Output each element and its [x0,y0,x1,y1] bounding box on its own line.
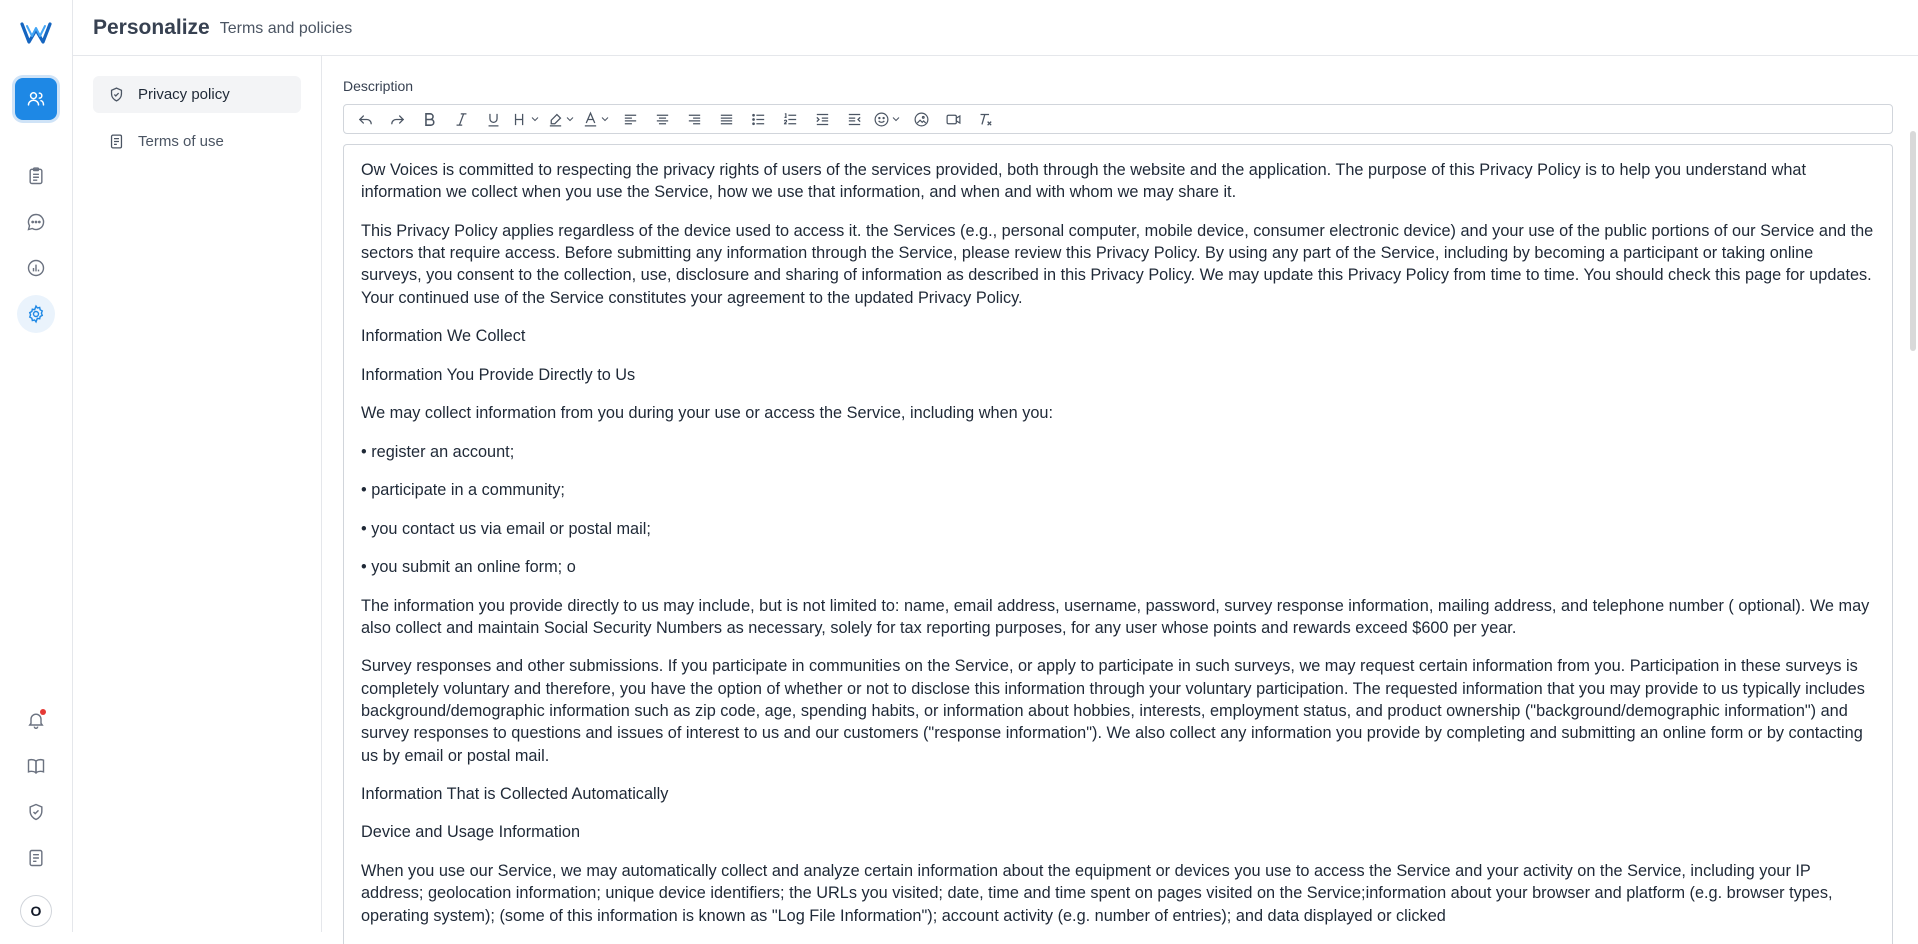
emoji-icon [873,111,890,128]
align-center-button[interactable] [649,107,675,131]
users-nav-button[interactable] [15,78,57,120]
privacy-button[interactable] [17,793,55,831]
notifications-button[interactable] [17,701,55,739]
insert-video-button[interactable] [940,107,966,131]
users-icon [26,89,46,109]
page-header [73,0,1918,56]
paragraph: • register an account; [361,441,1875,463]
paragraph: Survey responses and other submissions. If you participate in communities on the Service, or apply to participate in such surveys, we may request certain information from you. Participation in these surveys is completely voluntary and therefore, you have the option of whether or not to disclose this information through your voluntary participation. The requested information that you may provide to us typically includes background/demographic information such as zip code, age, spending habits, or information about hobbies, interests, employment status, and product ownership ("background/demographic information") and survey responses to questions and issues of interest to us and our customers ("response information"). We also collect any information you provide by completing and submitting an online form or by contacting us by email or postal mail. [361,655,1875,766]
user-avatar[interactable]: O [20,895,52,927]
italic-button[interactable] [448,107,474,131]
highlight-icon [547,111,564,128]
bold-icon [421,111,438,128]
paragraph: When you use our Service, we may automatically collect and analyze certain information about the equipment or devices you use to access the Service and your activity on the Service, including your IP address; geolocation information; unique device identifiers; the URLs you visited; date, time and time spent on pages visited on the Service;information about your browser and platform (e.g. browser types, operating system); (some of this information is known as "Log File Information"); account activity (e.g. number of entries); and data displayed or clicked [361,860,1875,927]
redo-icon [389,111,406,128]
align-justify-button[interactable] [713,107,739,131]
subnav-item-label: Privacy policy [138,86,230,103]
align-right-button[interactable] [681,107,707,131]
paragraph: Ow Voices is committed to respecting the privacy rights of users of the services provided, both through the website and the application. The purpose of this Privacy Policy is to help you understand what information we collect when you use the Service, how we use that information, and when and with whom we may share it. [361,159,1875,204]
highlight-dropdown[interactable] [547,107,576,131]
terms-button[interactable] [17,839,55,877]
policies-subnav [73,56,322,932]
chart-icon [26,258,46,278]
rich-text-toolbar [343,104,1893,134]
outdent-icon [846,111,863,128]
emoji-dropdown[interactable] [873,107,902,131]
chevron-down-icon [890,113,902,125]
insert-image-button[interactable] [908,107,934,131]
numbered-list-icon [782,111,799,128]
subnav-item-privacy-policy[interactable] [93,76,301,113]
bold-button[interactable] [416,107,442,131]
paragraph: Information You Provide Directly to Us [361,364,1875,386]
redo-button[interactable] [384,107,410,131]
chevron-down-icon [529,113,541,125]
subnav-item-label: Terms of use [138,133,224,150]
bullet-list-button[interactable] [745,107,771,131]
align-left-button[interactable] [617,107,643,131]
paragraph: The information you provide directly to us may include, but is not limited to: name, email address, username, password, survey response information, mailing address, and telephone number ( optional). We may also collect and maintain Social Security Numbers as necessary, solely for tax reporting purposes, for any user whose points and rewards exceed $600 per year. [361,595,1875,640]
clear-format-icon [977,111,994,128]
paragraph: • you submit an online form; o [361,556,1875,578]
subnav-item-terms-of-use[interactable] [93,123,301,160]
image-icon [913,111,930,128]
underline-icon [485,111,502,128]
outdent-button[interactable] [841,107,867,131]
undo-button[interactable] [352,107,378,131]
document-icon [108,133,125,150]
chevron-down-icon [564,113,576,125]
chevron-down-icon [599,113,611,125]
notification-dot [40,709,46,715]
gear-icon [26,304,46,324]
scrollbar-thumb[interactable] [1910,131,1916,351]
docs-button[interactable] [17,747,55,785]
clear-format-button[interactable] [972,107,998,131]
align-justify-icon [718,111,735,128]
main-content [322,56,1918,932]
shield-check-icon [108,86,125,103]
paragraph: We may collect information from you during your use or access the Service, including when you: [361,402,1875,424]
paragraph: This Privacy Policy applies regardless of the device used to access it. the Services (e.g., personal computer, mobile device, consumer electronic device) and your use of the public portions of our Service and the sectors that require access. Before submitting any information through the Service, please review this Privacy Policy. By using any part of the Service, including by becoming a participant or taking online surveys, you consent to the collection, use, disclosure and sharing of information as described in this Privacy Policy. We may update this Privacy Policy from time to time. You should check this page for updates. Your continued use of the Service constitutes your agreement to the updated Privacy Policy. [361,220,1875,309]
left-rail [0,0,73,932]
paragraph: Information We Collect [361,325,1875,347]
document-icon [26,848,46,868]
page-scrollbar[interactable] [1908,131,1918,932]
clipboard-icon [26,166,46,186]
bullet-list-icon [750,111,767,128]
chart-nav-button[interactable] [17,249,55,287]
description-editor[interactable] [343,144,1893,944]
font-color-dropdown[interactable] [582,107,611,131]
video-icon [945,111,962,128]
settings-nav-button[interactable] [17,295,55,333]
paragraph: Device and Usage Information [361,821,1875,843]
undo-icon [357,111,374,128]
heading-dropdown[interactable] [512,107,541,131]
heading-icon [512,111,529,128]
page-title: Personalize [93,16,210,40]
shield-check-icon [26,802,46,822]
book-icon [26,756,46,776]
indent-icon [814,111,831,128]
clipboard-nav-button[interactable] [17,157,55,195]
align-left-icon [622,111,639,128]
underline-button[interactable] [480,107,506,131]
font-color-icon [582,111,599,128]
ow-voices-logo-icon[interactable] [20,18,52,46]
align-right-icon [686,111,703,128]
paragraph: • you contact us via email or postal mail; [361,518,1875,540]
description-label: Description [343,78,413,94]
chat-icon [26,212,46,232]
align-center-icon [654,111,671,128]
paragraph: Information That is Collected Automatically [361,783,1875,805]
chat-nav-button[interactable] [17,203,55,241]
paragraph: • participate in a community; [361,479,1875,501]
indent-button[interactable] [809,107,835,131]
italic-icon [453,111,470,128]
numbered-list-button[interactable] [777,107,803,131]
page-subtitle: Terms and policies [220,20,353,38]
